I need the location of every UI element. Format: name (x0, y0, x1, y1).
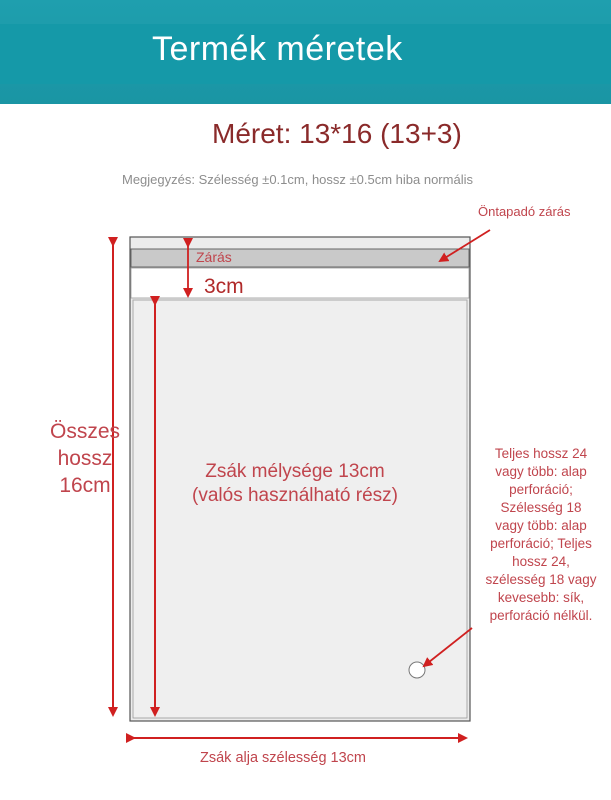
flap-band (131, 268, 469, 298)
tolerance-note: Megjegyzés: Szélesség ±0.1cm, hossz ±0.5cm hiba normális (122, 172, 473, 187)
perforation-line: vagy több: alap (495, 464, 587, 479)
self-seal-label: Öntapadó zárás (478, 204, 571, 219)
perforation-line: hossz 24, (512, 554, 570, 569)
perforation-line: vagy több: alap (495, 518, 587, 533)
perforation-line: szélesség 18 vagy (485, 572, 597, 587)
total-length-line: 16cm (59, 474, 111, 497)
perforation-note (474, 445, 608, 625)
perforation-line: Teljes hossz 24 (494, 446, 588, 461)
perforation-line: perforáció nélkül. (489, 608, 593, 623)
bag-inner (133, 300, 467, 718)
total-length-line: Összes (49, 420, 120, 443)
closure-height-label: 3cm (204, 275, 244, 298)
hang-hole (409, 662, 425, 678)
perforation-line: Szélesség 18 (500, 500, 582, 515)
depth-line: (valós használható rész) (192, 485, 398, 506)
page-title: Termék méretek (152, 30, 403, 68)
perforation-line: perforáció; Teljes (490, 536, 592, 551)
perforation-line: perforáció; (509, 482, 573, 497)
depth-label (160, 460, 430, 508)
total-length-line: hossz (57, 447, 113, 470)
size-title: Méret: 13*16 (13+3) (212, 118, 462, 149)
closure-strip (131, 249, 469, 267)
closure-label: Zárás (196, 249, 232, 265)
depth-line: Zsák mélysége 13cm (205, 461, 385, 482)
perforation-line: kevesebb: sík, (497, 590, 585, 605)
bottom-width-label: Zsák alja szélesség 13cm (200, 750, 367, 766)
total-length-label (30, 418, 140, 499)
